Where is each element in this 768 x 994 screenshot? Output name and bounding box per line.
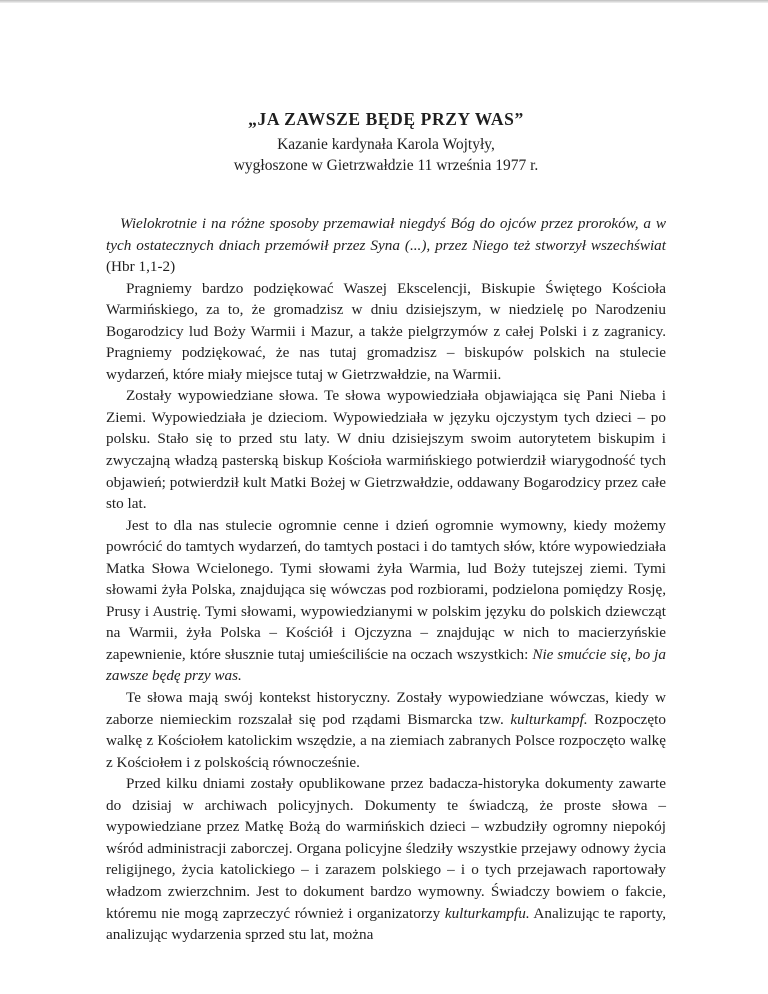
document-page <box>106 108 666 946</box>
scan-edge <box>0 0 768 3</box>
kulturkampf-term: kulturkampf. <box>510 710 588 728</box>
paragraph-6-text: Przed kilku dniami zostały opublikowane przez badacza-historyka dokumenty zawarte do dzisiaj w archiwach policyjnych. Dokumenty te świadczą, że proste słowa – wypowiedziane przez Matkę Bożą do warmińskich dzieci – wzbudziły ogromny niepokój wśród administracji zaborczej. Organa policyjne śledziły wszystkie przejawy odnowy życia religijnego, życia katolickiego – i zarazem polskiego – i o tych przejawach raportowały władzom zwierzchnim. Jest to dokument bardzo wymowny. Świadczy bowiem o fakcie, któremu nie mogą zaprzeczyć również i organizatorzy <box>106 775 666 922</box>
paragraph-5-text: Te słowa mają swój kontekst historyczny. Zostały wypowiedziane wówczas, kiedy w zaborze niemieckim rozszalał się pod rządami Bismarcka tzw. <box>106 689 666 728</box>
subtitle-line-2: wygłoszone w Gietrzwałdzie 11 września 1977 r. <box>233 157 539 174</box>
paragraph-6 <box>106 773 666 945</box>
paragraph-3: Zostały wypowiedziane słowa. Te słowa wypowiedziała objawiająca się Pani Nieba i Ziemi. Wypowiedziała je dzieciom. Wypowiedziała w języku ojczystym tych dzieci – po polsku. Stało się to przed stu laty. W dniu dzisiejszym swoim autorytetem biskupim i zwyczajną władzą pasterską biskup Kościoła warmińskiego potwierdził wiarygodność tych objawień; potwierdził kult Matki Bożej w Gietrzwałdzie, oddawany Bogarodzicy przez całe sto lat. <box>106 387 666 513</box>
marian-quote: Nie smućcie się, bo ja zawsze będę przy was. <box>106 645 666 685</box>
kulturkampfu-term: kulturkampfu. <box>444 904 530 922</box>
sermon-body <box>106 213 666 946</box>
paragraph-5-rest: Rozpoczęto walkę z Kościołem katolickim wszędzie, a na ziemiach zabranych Polsce rozpoczęto walkę z Kościołem i z polskością równocześnie. <box>106 710 666 771</box>
document-subtitle <box>106 134 666 176</box>
paragraph-4-text: Jest to dla nas stulecie ogromnie cenne i dzień ogromnie wymowny, kiedy możemy powrócić do tamtych wydarzeń, do tamtych postaci i do tamtych słów, które wypowiedziała Matka Słowa Wcielonego. Tymi słowami żyła Warmia, lud Boży tutejszej ziemi. Tymi słowami żyła Polska, znajdująca się wówczas pod rozbiorami, podzielona pomiędzy Rosję, Prusy i Austrię. Tymi słowami, wypowiedzianymi w polskim języku do polskich dziewcząt na Warmii, żyła Polska – Kościół i Ojczyzna – znajdując w nich to macierzyńskie zapewnienie, które słusznie tutaj umieściliście na oczach wszystkich: <box>106 516 666 663</box>
paragraph-4 <box>106 515 666 687</box>
paragraph-2: Pragniemy bardzo podziękować Waszej Ekscelencji, Biskupie Świętego Kościoła Warmińskiego, za to, że gromadzisz w dniu dzisiejszym, w niedzielę po Narodzeniu Bogarodzicy lud Boży Warmii i Mazur, a także pielgrzymów z całej Polski i z zagranicy. Pragniemy podziękować, że nas tutaj gromadzisz – biskupów polskich na stulecie wydarzeń, które miały miejsce tutaj w Gietrzwałdzie, na Warmii. <box>106 279 666 383</box>
paragraph-6-rest: Analizując te raporty, analizując wydarzenia sprzed stu lat, można <box>106 904 666 944</box>
document-title: „JA ZAWSZE BĘDĘ PRZY WAS” <box>248 109 524 129</box>
paragraph-1 <box>106 213 666 278</box>
bible-quote: Wielokrotnie i na różne sposoby przemawiał niegdyś Bóg do ojców przez proroków, a w tych ostatecznych dniach przemówił przez Syna (...), przez Niego też stworzył wszechświat <box>106 215 666 254</box>
bible-reference: (Hbr 1,1-2) <box>106 258 176 276</box>
subtitle-line-1: Kazanie kardynała Karola Wojtyły, <box>277 136 495 153</box>
paragraph-5 <box>106 687 666 773</box>
